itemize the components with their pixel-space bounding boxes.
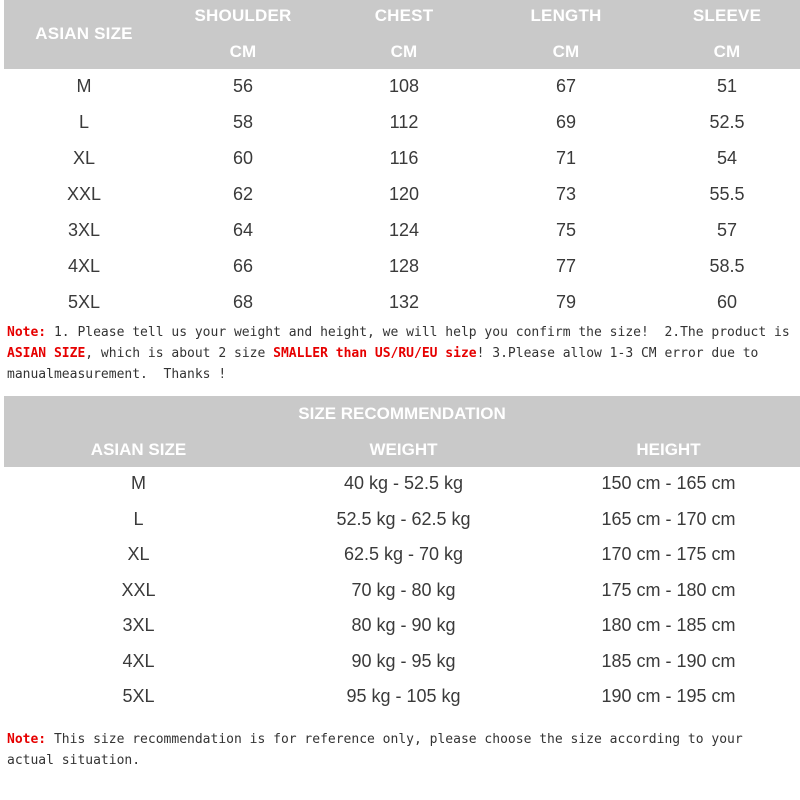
cell-chest: 132	[388, 292, 420, 312]
table-row	[4, 467, 800, 503]
cell-chest: 108	[388, 76, 420, 96]
cell-length: 69	[555, 112, 577, 132]
cell-chest: 112	[389, 112, 419, 132]
header-shoulder: SHOULDER	[194, 6, 292, 25]
rec-cell-size: 3XL	[122, 615, 155, 635]
table-row	[4, 249, 800, 285]
header-chest: CHEST	[374, 6, 434, 25]
rec-header-asian-size: ASIAN SIZE	[90, 440, 187, 459]
rec-cell-weight: 52.5 kg - 62.5 kg	[336, 508, 471, 529]
cell-size: 3XL	[67, 220, 101, 240]
table-row	[4, 285, 800, 321]
cell-shoulder: 56	[232, 76, 254, 96]
note2-label: Note:	[7, 732, 47, 747]
cell-shoulder: 66	[232, 256, 254, 276]
rec-cell-weight: 62.5 kg - 70 kg	[343, 544, 464, 564]
table-row	[4, 503, 800, 539]
cell-length: 75	[555, 220, 577, 240]
table-row	[4, 141, 800, 177]
header-sleeve-unit: CM	[713, 42, 741, 61]
cell-length: 79	[555, 292, 577, 312]
recommendation-header	[4, 396, 800, 467]
cell-size: XL	[72, 148, 96, 168]
rec-cell-height: 180 cm - 185 cm	[601, 615, 736, 635]
rec-cell-weight: 40 kg - 52.5 kg	[343, 473, 464, 493]
rec-cell-height: 185 cm - 190 cm	[601, 650, 736, 671]
header-length: LENGTH	[530, 6, 602, 25]
cell-size: 5XL	[67, 292, 101, 312]
table-row	[4, 69, 800, 105]
note2-text: This size recommendation is for reference only, please choose the size according to your actual situation.	[7, 732, 751, 768]
header-sleeve: SLEEVE	[692, 6, 762, 25]
cell-length: 77	[555, 256, 577, 276]
cell-shoulder: 60	[232, 148, 254, 168]
table-row	[4, 105, 800, 141]
cell-size: 4XL	[67, 256, 101, 276]
rec-cell-height: 150 cm - 165 cm	[601, 473, 736, 493]
rec-cell-weight: 80 kg - 90 kg	[351, 615, 456, 635]
header-asian-size: ASIAN SIZE	[35, 24, 133, 43]
rec-cell-weight: 70 kg - 80 kg	[351, 579, 456, 600]
cell-size: M	[76, 76, 92, 96]
rec-header-weight: WEIGHT	[369, 440, 438, 459]
note-text-part2: , which is about 2 size	[85, 346, 274, 361]
rec-cell-size: L	[133, 508, 144, 529]
rec-cell-size: XXL	[121, 579, 156, 600]
cell-length: 67	[555, 76, 577, 96]
rec-cell-height: 190 cm - 195 cm	[601, 686, 736, 706]
rec-cell-size: XL	[127, 544, 150, 564]
rec-cell-size: 4XL	[122, 650, 155, 671]
cell-chest: 128	[388, 256, 420, 276]
rec-cell-weight: 95 kg - 105 kg	[346, 686, 461, 706]
header-shoulder-unit: CM	[229, 42, 257, 61]
table-row	[4, 645, 800, 681]
note-label: Note:	[7, 325, 47, 340]
cell-sleeve: 60	[716, 292, 738, 312]
note-highlight-asian-size: ASIAN SIZE	[7, 346, 86, 361]
rec-header-height: HEIGHT	[636, 440, 701, 459]
note-text-part1: 1. Please tell us your weight and height, we will help you confirm the size! 2.The product is	[46, 325, 798, 340]
cell-size: XXL	[66, 184, 102, 204]
size-chart-header	[4, 0, 800, 69]
cell-sleeve: 58.5	[709, 256, 745, 276]
table-row	[4, 177, 800, 213]
cell-sleeve: 54	[716, 148, 738, 168]
cell-shoulder: 64	[232, 220, 254, 240]
cell-shoulder: 68	[232, 292, 254, 312]
cell-length: 73	[555, 184, 577, 204]
note-highlight-smaller: SMALLER than US/RU/EU size	[273, 346, 477, 361]
table-row	[4, 574, 800, 610]
note-text-part3: ! 3.Please allow 1-3 CM error due to manualmeasurement. Thanks !	[7, 346, 767, 382]
recommendation-title: SIZE RECOMMENDATION	[298, 404, 506, 423]
cell-chest: 116	[389, 148, 419, 168]
cell-length: 71	[555, 148, 577, 168]
rec-cell-size: M	[131, 473, 146, 493]
table-row	[4, 609, 800, 645]
header-chest-unit: CM	[390, 42, 418, 61]
cell-chest: 120	[388, 184, 420, 204]
rec-cell-size: 5XL	[122, 686, 155, 706]
table-row	[4, 680, 800, 716]
rec-cell-weight: 90 kg - 95 kg	[351, 650, 456, 671]
recommendation-note	[7, 729, 797, 771]
cell-sleeve: 57	[716, 220, 738, 240]
header-length-unit: CM	[552, 42, 580, 61]
size-note	[7, 322, 797, 385]
rec-cell-height: 175 cm - 180 cm	[601, 579, 736, 600]
rec-cell-height: 165 cm - 170 cm	[601, 508, 736, 529]
cell-shoulder: 62	[232, 184, 254, 204]
cell-size: L	[78, 112, 89, 132]
rec-cell-height: 170 cm - 175 cm	[601, 544, 736, 564]
table-row	[4, 538, 800, 574]
cell-sleeve: 55.5	[709, 184, 745, 204]
cell-sleeve: 51	[716, 76, 738, 96]
cell-sleeve: 52.5	[709, 112, 745, 132]
cell-chest: 124	[388, 220, 420, 240]
table-row	[4, 213, 800, 249]
cell-shoulder: 58	[232, 112, 254, 132]
